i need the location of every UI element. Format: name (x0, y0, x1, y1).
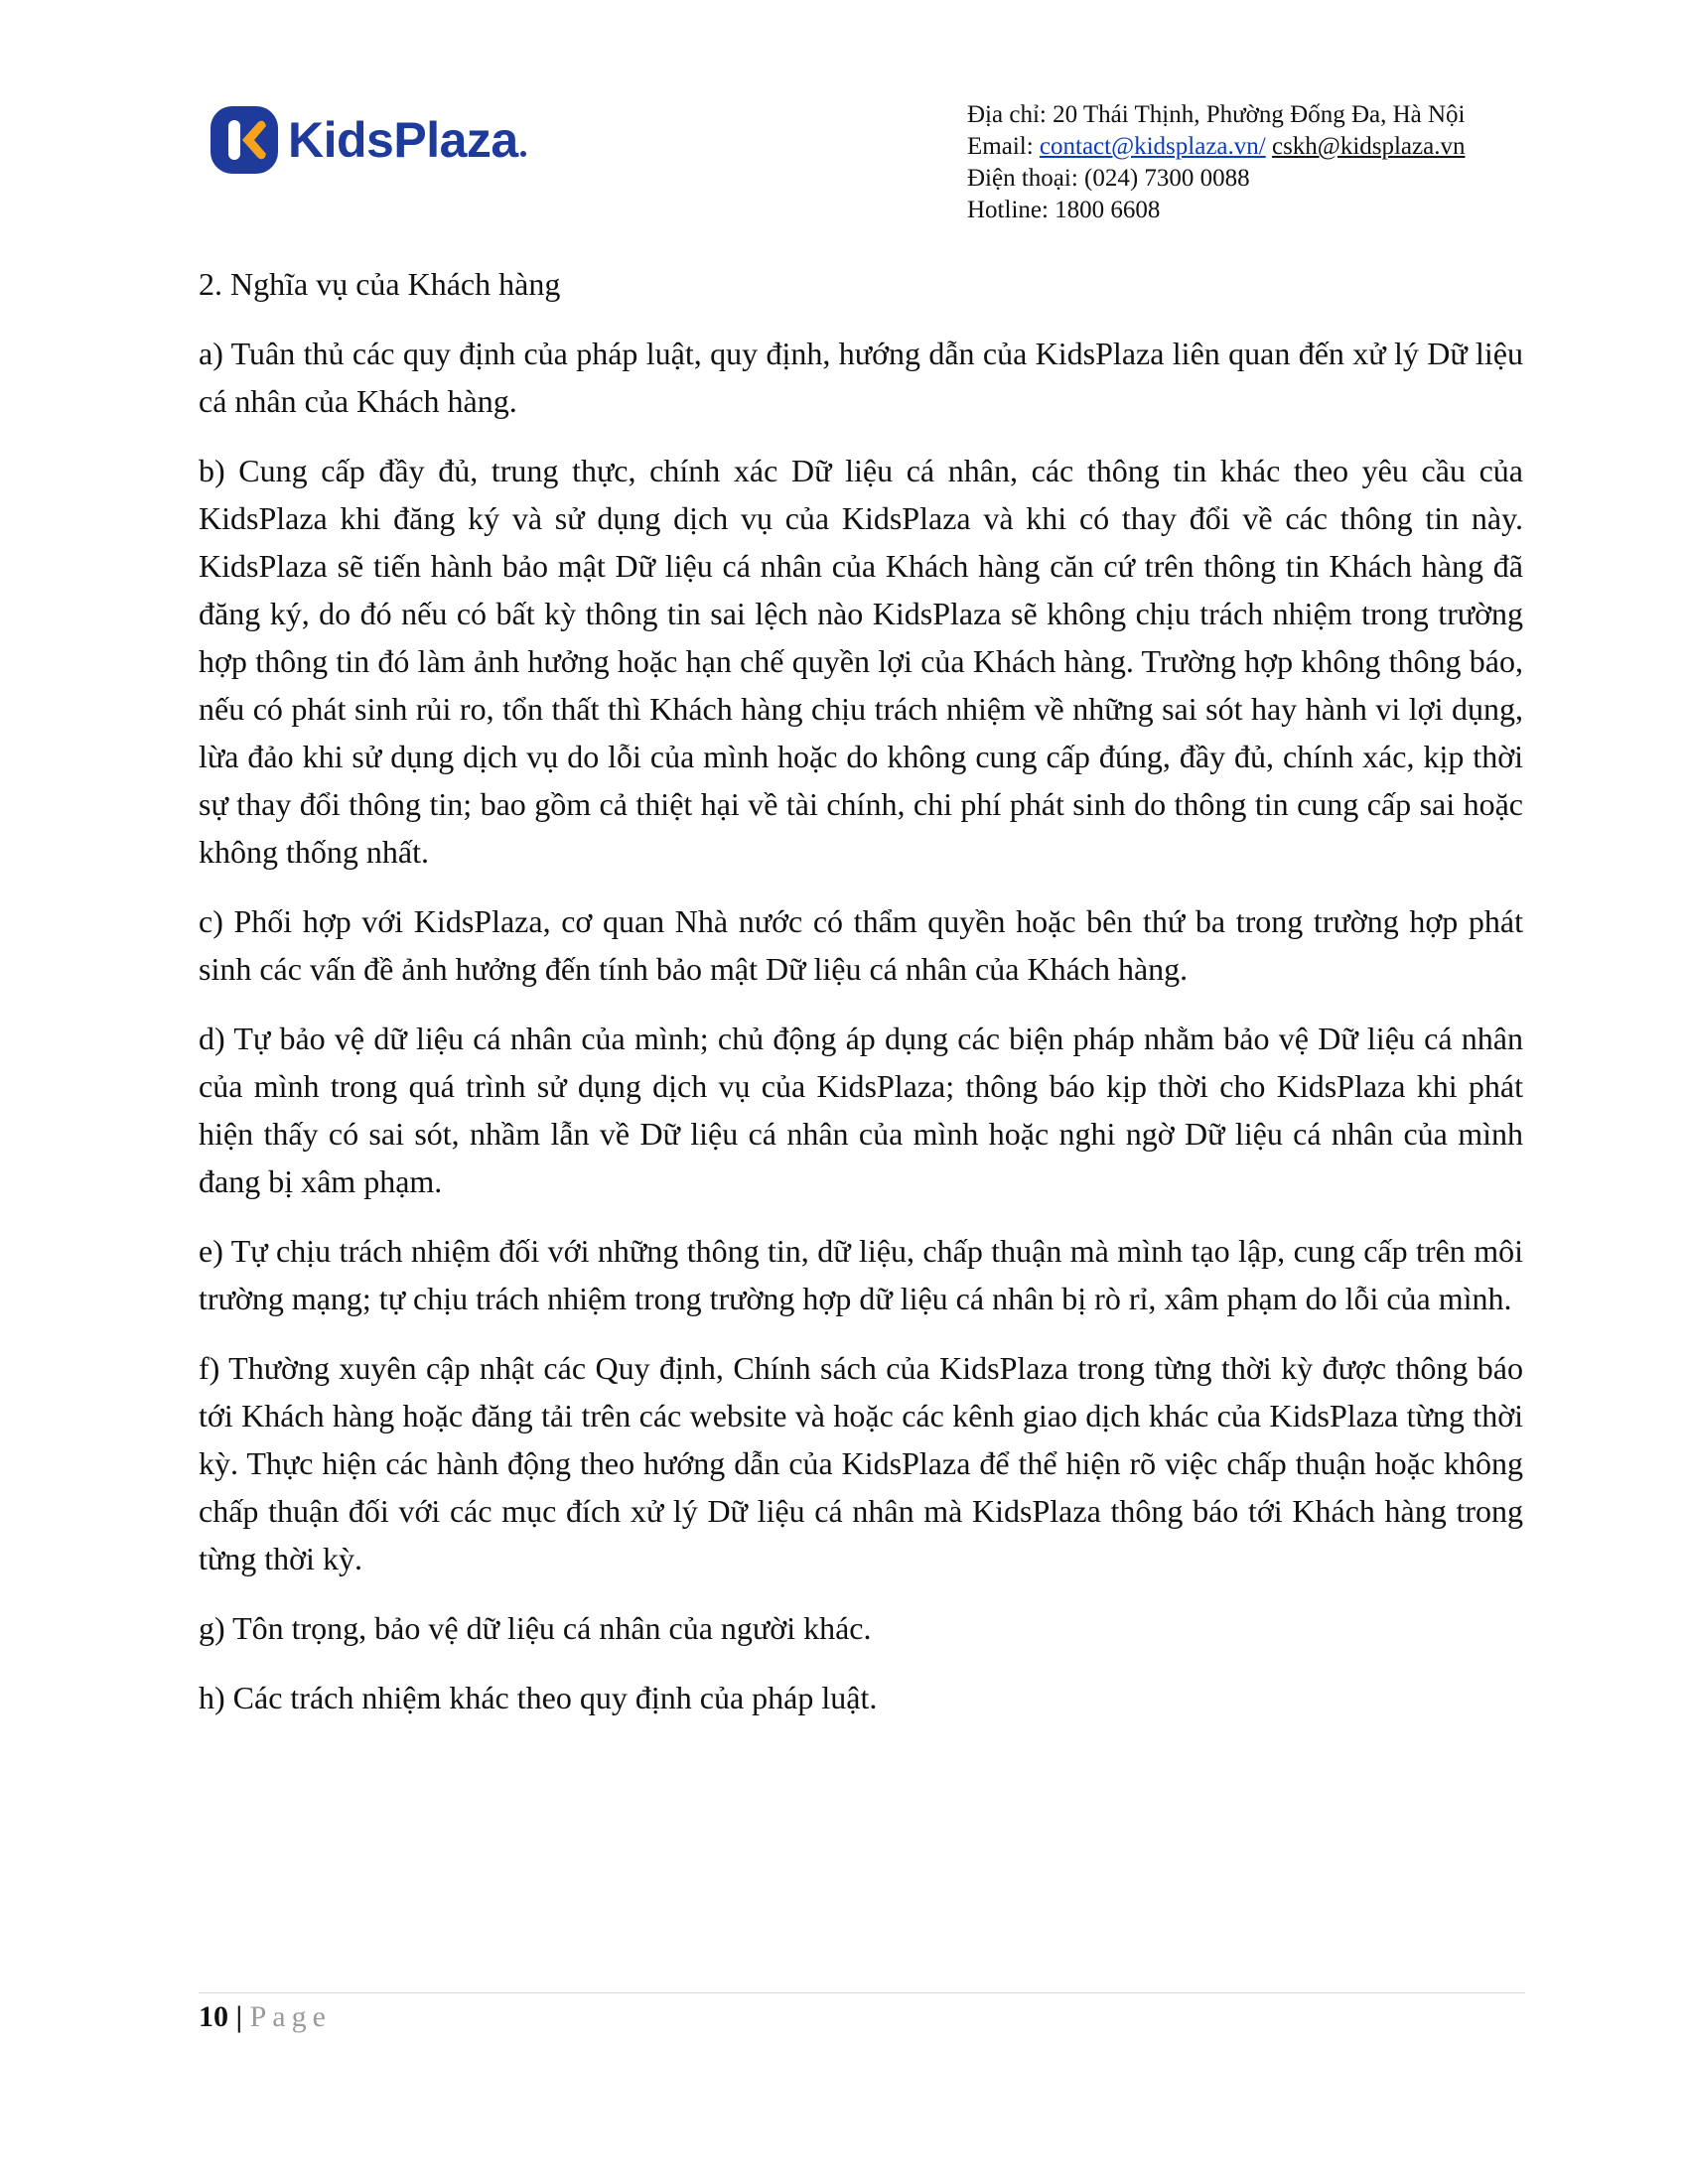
address-line: Địa chỉ: 20 Thái Thịnh, Phường Đống Đa, Hà Nội (967, 101, 1466, 128)
hotline-line: Hotline: 1800 6608 (967, 197, 1161, 223)
footer-divider (199, 1992, 1525, 1993)
obligation-item-h: h) Các trách nhiệm khác theo quy định của pháp luật. (199, 1680, 878, 1715)
email-label: Email: (967, 133, 1040, 160)
phone-line: Điện thoại: (024) 7300 0088 (967, 165, 1250, 192)
obligation-item-c: c) Phối hợp với KidsPlaza, cơ quan Nhà nước có thẩm quyền hoặc bên thứ ba trong trường hợp phát sinh các vấn đề ảnh hưởng đến tính bảo mật Dữ liệu cá nhân của Khách hàng. (199, 903, 1523, 987)
logo-trademark-dot (520, 151, 526, 157)
page-number: 10 (199, 2000, 228, 2033)
kidsplaza-logo (209, 104, 526, 176)
document-body (199, 260, 1523, 1743)
obligation-item-e: e) Tự chịu trách nhiệm đối với những thông tin, dữ liệu, chấp thuận mà mình tạo lập, cung cấp trên môi trường mạng; tự chịu trách nhiệm trong trường hợp dữ liệu cá nhân bị rò rỉ, xâm phạm do lỗi của mình. (199, 1233, 1523, 1316)
email-link-contact[interactable]: contact@kidsplaza.vn/ (1039, 133, 1266, 160)
email-link-cskh[interactable]: cskh@kidsplaza.vn (1271, 133, 1466, 160)
email-line (967, 131, 1523, 163)
obligation-item-d: d) Tự bảo vệ dữ liệu cá nhân của mình; chủ động áp dụng các biện pháp nhằm bảo vệ Dữ liệu cá nhân của mình trong quá trình sử dụng dịch vụ của KidsPlaza; thông báo kịp thời cho KidsPlaza khi phát hiện thấy có sai sót, nhầm lẫn về Dữ liệu cá nhân của mình hoặc nghi ngờ Dữ liệu cá nhân của mình đang bị xâm phạm. (199, 1021, 1523, 1199)
kidsplaza-logo-icon (209, 104, 280, 176)
obligation-item-a: a) Tuân thủ các quy định của pháp luật, quy định, hướng dẫn của KidsPlaza liên quan đến xử lý Dữ liệu cá nhân của Khách hàng. (199, 336, 1523, 419)
obligation-item-f: f) Thường xuyên cập nhật các Quy định, Chính sách của KidsPlaza trong từng thời kỳ được thông báo tới Khách hàng hoặc đăng tải trên các website và hoặc các kênh giao dịch khác của KidsPlaza từng thời kỳ. Thực hiện các hành động theo hướng dẫn của KidsPlaza để thể hiện rõ việc chấp thuận hoặc không chấp thuận đối với các mục đích xử lý Dữ liệu cá nhân mà KidsPlaza thông báo tới Khách hàng trong từng thời kỳ. (199, 1350, 1523, 1576)
page-footer (199, 1999, 332, 2035)
obligation-item-g: g) Tôn trọng, bảo vệ dữ liệu cá nhân của người khác. (199, 1610, 872, 1646)
page-label: Page (249, 2000, 332, 2033)
obligation-item-b: b) Cung cấp đầy đủ, trung thực, chính xác Dữ liệu cá nhân, các thông tin khác theo yêu cầu của KidsPlaza khi đăng ký và sử dụng dịch vụ của KidsPlaza và khi có thay đổi về các thông tin này. KidsPlaza sẽ tiến hành bảo mật Dữ liệu cá nhân của Khách hàng căn cứ trên thông tin Khách hàng đã đăng ký, do đó nếu có bất kỳ thông tin sai lệch nào KidsPlaza sẽ không chịu trách nhiệm trong trường hợp thông tin đó làm ảnh hưởng hoặc hạn chế quyền lợi của Khách hàng. Trường hợp không thông báo, nếu có phát sinh rủi ro, tổn thất thì Khách hàng chịu trách nhiệm về những sai sót hay hành vi lợi dụng, lừa đảo khi sử dụng dịch vụ do lỗi của mình hoặc do không cung cấp đúng, đầy đủ, chính xác, kịp thời sự thay đổi thông tin; bao gồm cả thiệt hại về tài chính, chi phí phát sinh do thông tin cung cấp sai hoặc không thống nhất. (199, 453, 1523, 870)
page-separator: | (235, 2000, 243, 2033)
section-heading: 2. Nghĩa vụ của Khách hàng (199, 266, 561, 302)
logo-wordmark: KidsPlaza (288, 112, 518, 168)
contact-block (967, 99, 1523, 226)
